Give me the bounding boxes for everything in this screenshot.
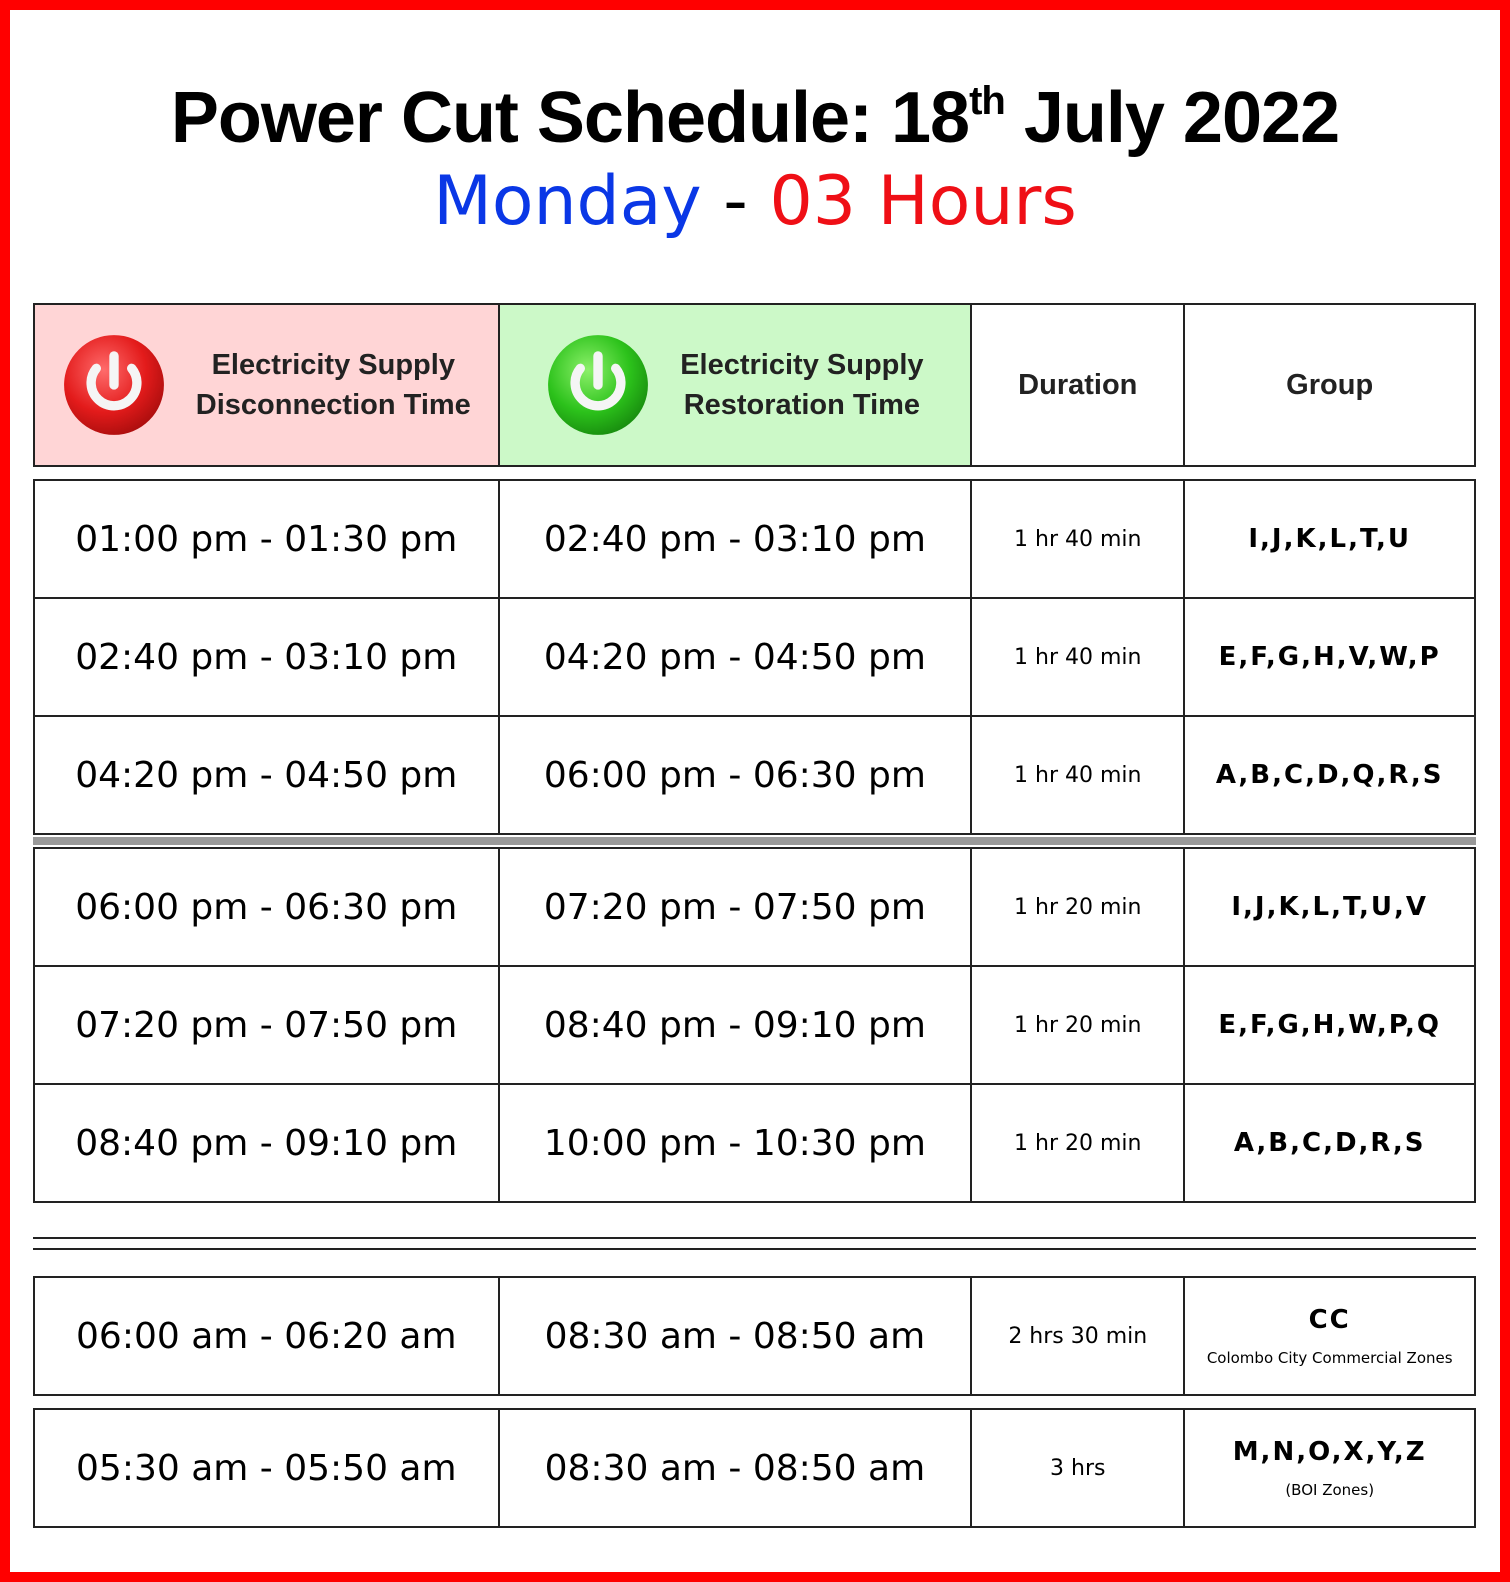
group-value: M,N,O,X,Y,Z — [1232, 1437, 1427, 1467]
schedule-special-cc — [33, 1276, 1476, 1396]
disconnect-time: 05:30 am - 05:50 am — [34, 1409, 499, 1527]
duration-value: 1 hr 20 min — [971, 848, 1184, 966]
restore-time: 10:00 pm - 10:30 pm — [499, 1084, 972, 1202]
table-row — [34, 1409, 1475, 1527]
title-date: July 2022 — [1023, 78, 1340, 158]
restore-time: 08:30 am - 08:50 am — [499, 1409, 972, 1527]
restore-time: 08:40 pm - 09:10 pm — [499, 966, 972, 1084]
duration-value: 1 hr 20 min — [971, 1084, 1184, 1202]
header-disconnection — [34, 304, 499, 466]
disconnect-time: 01:00 pm - 01:30 pm — [34, 480, 499, 598]
table-row — [34, 598, 1475, 716]
restore-time: 04:20 pm - 04:50 pm — [499, 598, 972, 716]
header-group: Group — [1184, 304, 1475, 466]
disconnect-time: 04:20 pm - 04:50 pm — [34, 716, 499, 834]
power-off-icon — [62, 333, 166, 437]
title-main: Power Cut Schedule: 18 — [170, 78, 970, 158]
header-restoration-line1: Electricity Supply — [680, 349, 924, 381]
table-row — [34, 1084, 1475, 1202]
disconnect-time: 07:20 pm - 07:50 pm — [34, 966, 499, 1084]
header-duration: Duration — [971, 304, 1184, 466]
table-row — [34, 966, 1475, 1084]
table-row — [34, 480, 1475, 598]
restore-time: 06:00 pm - 06:30 pm — [499, 716, 972, 834]
duration-value: 1 hr 40 min — [971, 716, 1184, 834]
schedule-block-1 — [33, 479, 1476, 835]
group-value: E,F,G,H,V,W,P — [1184, 598, 1475, 716]
restore-time: 07:20 pm - 07:50 pm — [499, 848, 972, 966]
disconnect-time: 02:40 pm - 03:10 pm — [34, 598, 499, 716]
duration-value: 3 hrs — [971, 1409, 1184, 1527]
power-on-icon — [546, 333, 650, 437]
title-ordinal: th — [969, 79, 1005, 123]
page-title — [0, 78, 1510, 158]
disconnect-time: 08:40 pm - 09:10 pm — [34, 1084, 499, 1202]
table-row — [34, 1277, 1475, 1395]
group-value: A,B,C,D,Q,R,S — [1184, 716, 1475, 834]
group-cell — [1184, 1409, 1475, 1527]
restore-time: 02:40 pm - 03:10 pm — [499, 480, 972, 598]
page-subtitle — [0, 162, 1510, 242]
section-divider-top — [33, 1237, 1476, 1239]
group-value: I,J,K,L,T,U,V — [1184, 848, 1475, 966]
duration-value: 2 hrs 30 min — [971, 1277, 1184, 1395]
group-value: E,F,G,H,W,P,Q — [1184, 966, 1475, 1084]
duration-value: 1 hr 20 min — [971, 966, 1184, 1084]
disconnect-time: 06:00 am - 06:20 am — [34, 1277, 499, 1395]
day-label: Monday — [433, 162, 702, 241]
restore-time: 08:30 am - 08:50 am — [499, 1277, 972, 1395]
header-restoration-line2: Restoration Time — [683, 389, 921, 421]
duration-value: 1 hr 40 min — [971, 480, 1184, 598]
header-disconnection-line2: Disconnection Time — [195, 389, 471, 421]
disconnect-time: 06:00 pm - 06:30 pm — [34, 848, 499, 966]
group-value: CC — [1308, 1305, 1351, 1335]
schedule-header — [33, 303, 1476, 467]
hours-label: 03 Hours — [769, 162, 1077, 241]
schedule-block-2 — [33, 847, 1476, 1203]
schedule-special-boi — [33, 1408, 1476, 1528]
duration-value: 1 hr 40 min — [971, 598, 1184, 716]
table-row — [34, 848, 1475, 966]
block-divider — [33, 837, 1476, 845]
group-value: I,J,K,L,T,U — [1184, 480, 1475, 598]
header-restoration — [499, 304, 972, 466]
group-cell — [1184, 1277, 1475, 1395]
group-note: (BOI Zones) — [1285, 1481, 1375, 1499]
subtitle-dash: - — [723, 162, 748, 241]
group-note: Colombo City Commercial Zones — [1206, 1349, 1453, 1367]
section-divider-bottom — [33, 1248, 1476, 1250]
table-row — [34, 716, 1475, 834]
group-value: A,B,C,D,R,S — [1184, 1084, 1475, 1202]
header-disconnection-line1: Electricity Supply — [211, 349, 455, 381]
